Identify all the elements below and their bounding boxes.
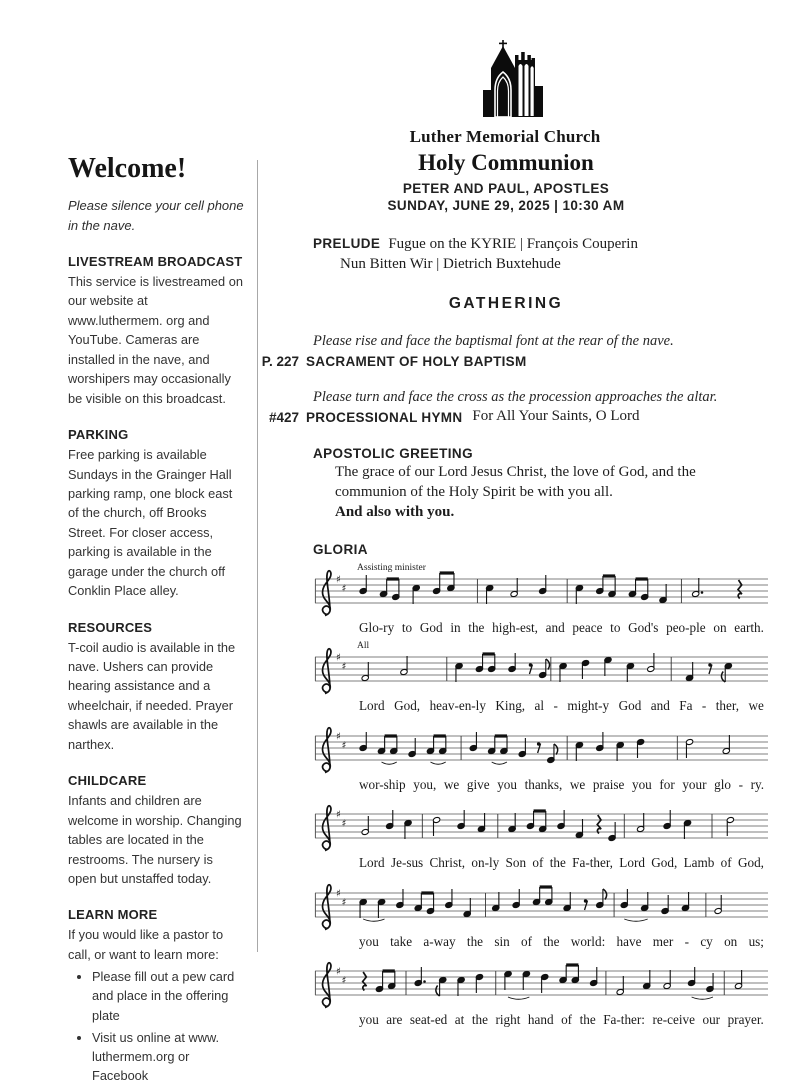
section-heading-gathering: GATHERING — [448, 295, 564, 312]
treble-clef-icon — [323, 806, 331, 851]
voice-label: All — [357, 641, 370, 652]
lyric-syllable: ther, — [715, 698, 740, 714]
lyric-syllable: prayer. — [727, 1012, 764, 1028]
gloria-staff-block — [313, 875, 770, 950]
staff-lyrics — [359, 621, 764, 636]
hymn-name: For All Your Saints, O Lord — [472, 408, 640, 424]
lyric-syllable: ry. — [750, 776, 764, 792]
sidebar-section-childcare — [68, 773, 244, 888]
lyric-syllable: cy — [700, 933, 713, 949]
sharp-icon: ♯ — [336, 731, 341, 743]
music-staff — [313, 639, 770, 701]
lyric-syllable: the — [466, 933, 484, 949]
lyric-syllable: of — [720, 855, 732, 871]
lyric-syllable: Christ, — [429, 855, 466, 871]
lyric-syllable: Lord — [359, 698, 385, 714]
treble-clef-icon — [323, 649, 331, 694]
hymnal-ref: P. 227 — [261, 354, 299, 369]
sidebar-section-learn-more — [68, 907, 244, 1085]
section-heading: RESOURCES — [68, 619, 153, 635]
service-title: Holy Communion — [418, 150, 594, 175]
section-body: T-coil audio is available in the nave. Ushers can provide hearing assistance and a wheelchair, if needed. Prayer shawls are available in the narthex. — [68, 639, 236, 752]
music-staff — [313, 875, 770, 937]
lyric-syllable: heav-en-ly — [429, 698, 486, 714]
lyric-syllable: sin — [494, 933, 510, 949]
lyric-syllable: peo-ple — [666, 619, 706, 635]
greeting-line: communion of the Holy Spirit be with you all. — [335, 484, 613, 501]
staff-lyrics — [359, 935, 764, 950]
liturgy-item — [240, 353, 772, 369]
lyric-syllable: - — [553, 698, 558, 714]
lyric-syllable: - — [684, 933, 689, 949]
sidebar-section-livestream — [68, 254, 244, 408]
rubric: Please turn and face the cross as the procession approaches the altar. — [313, 389, 718, 405]
lyric-syllable: we — [569, 776, 586, 792]
lyric-syllable: and — [650, 698, 670, 714]
staff-lyrics — [359, 699, 764, 714]
gloria-staff-block — [313, 639, 770, 714]
lyric-syllable: thanks, — [524, 776, 563, 792]
lyric-syllable: at — [454, 1012, 465, 1028]
lyric-syllable: praise — [592, 776, 625, 792]
treble-clef-icon — [323, 570, 331, 615]
sharp-icon: ♯ — [341, 740, 347, 752]
lyric-syllable: God, — [737, 855, 764, 871]
gloria-heading: GLORIA — [313, 541, 368, 557]
lyric-syllable: we — [443, 776, 460, 792]
lyric-syllable: to — [610, 619, 621, 635]
lyric-syllable: God's — [628, 619, 659, 635]
section-heading: LIVESTREAM BROADCAST — [68, 254, 243, 269]
prelude-piece-2: Nun Bitten Wir | Dietrich Buxtehude — [340, 256, 561, 272]
lyric-syllable: peace — [572, 619, 603, 635]
lyric-syllable: take — [390, 933, 413, 949]
section-body: Free parking is available Sundays in the Grainger Hall parking ramp, one block east of the church, off Brooks Street. For closer access, parking is available in the garage under the church off Conklin Place alley. — [68, 447, 233, 599]
sharp-icon: ♯ — [341, 661, 347, 673]
welcome-title: Welcome! — [68, 153, 187, 184]
lyric-syllable: are — [386, 1012, 403, 1028]
sharp-icon: ♯ — [341, 818, 347, 830]
list-item: • Please fill out a pew card and place in the offering plate — [92, 967, 244, 1025]
lyric-syllable: us; — [748, 933, 764, 949]
church-name: Luther Memorial Church — [409, 127, 601, 146]
lyric-syllable: Fa — [679, 698, 693, 714]
sharp-icon: ♯ — [336, 966, 341, 978]
rubric: Please rise and face the baptismal font at the rear of the nave. — [313, 333, 674, 349]
prelude-row — [313, 236, 772, 253]
item-title: SACRAMENT OF HOLY BAPTISM — [306, 354, 527, 369]
greeting-response: And also with you. — [335, 503, 455, 520]
lyric-syllable: on-ly — [471, 855, 500, 871]
lyric-syllable: seat-ed — [409, 1012, 448, 1028]
lyric-syllable: earth. — [734, 619, 764, 635]
lyric-syllable: the — [468, 619, 485, 635]
sharp-icon: ♯ — [341, 897, 347, 909]
welcome-note: Please silence your cell phone in the nave. — [68, 198, 244, 233]
lyric-syllable: you, — [413, 776, 437, 792]
lyric-syllable: the — [543, 933, 560, 949]
staff-lyrics — [359, 778, 764, 793]
service-order — [240, 150, 772, 1032]
section-heading: CHILDCARE — [68, 773, 147, 789]
liturgy-item — [240, 409, 772, 425]
lyric-syllable: wor-ship — [359, 776, 406, 792]
music-staff — [313, 561, 770, 623]
lyric-syllable: hand — [527, 1012, 554, 1028]
lyric-syllable: world: — [570, 933, 606, 949]
item-title: PROCESSIONAL HYMN — [306, 410, 463, 425]
lyric-syllable: the — [471, 1012, 488, 1028]
section-body: This service is livestreamed on our website at www.luthermem. org and YouTube. Cameras are installed in the nave, and worshipers may occasionally be visible on this broadcast. — [68, 274, 243, 406]
lyric-syllable: in — [450, 619, 461, 635]
gloria-staff-block — [313, 718, 770, 793]
lyric-syllable: of — [521, 933, 533, 949]
lyric-syllable: Fa-ther, — [572, 855, 613, 871]
staff-lyrics — [359, 856, 764, 871]
sharp-icon: ♯ — [341, 583, 347, 595]
lyric-syllable: King, — [495, 698, 526, 714]
treble-clef-icon — [323, 727, 331, 772]
lyric-syllable: mer — [652, 933, 674, 949]
church-logo-icon — [453, 38, 557, 118]
music-staff — [313, 796, 770, 858]
lyric-syllable: Son — [505, 855, 527, 871]
lyric-syllable: God — [419, 619, 443, 635]
lyric-syllable: on — [724, 933, 738, 949]
section-body: If you would like a pastor to call, or want to learn more: — [68, 927, 224, 962]
lyric-syllable: on — [713, 619, 727, 635]
lyric-syllable: a-way — [423, 933, 456, 949]
gloria-staff-block — [313, 953, 770, 1028]
section-heading: PARKING — [68, 427, 129, 443]
lyric-syllable: you — [631, 776, 652, 792]
section-body: Infants and children are welcome in worship. Changing tables are located in the restrooms. The nursery is open but unstaffed today. — [68, 793, 242, 886]
lyric-syllable: you — [359, 1012, 379, 1028]
lyric-syllable: re-ceive — [652, 1012, 695, 1028]
sharp-icon: ♯ — [336, 888, 341, 900]
feast-day: PETER AND PAUL, APOSTLES — [402, 181, 610, 196]
gloria-staff-block — [313, 561, 770, 636]
lyric-syllable: God, — [651, 855, 678, 871]
lyric-syllable: right — [495, 1012, 521, 1028]
lyric-syllable: - — [701, 698, 707, 714]
sharp-icon: ♯ — [341, 975, 347, 987]
lyric-syllable: to — [401, 619, 413, 635]
prelude-label: PRELUDE — [313, 236, 381, 251]
lyric-syllable: high-est, — [492, 619, 538, 635]
lyric-syllable: Lord — [359, 855, 385, 871]
greeting-line: The grace of our Lord Jesus Christ, the love of God, and the — [335, 464, 696, 480]
gloria-staff-block — [313, 796, 770, 871]
sidebar — [68, 153, 244, 1085]
lyric-syllable: God — [618, 698, 642, 714]
lyric-syllable: have — [616, 933, 642, 949]
lyric-syllable: for — [659, 776, 675, 792]
staff-lyrics — [359, 1013, 764, 1028]
lyric-syllable: of — [532, 855, 544, 871]
prelude-piece-1: Fugue on the KYRIE | François Couperin — [388, 236, 638, 252]
lyric-syllable: - — [738, 776, 743, 792]
music-staff — [313, 718, 770, 780]
sharp-icon: ♯ — [336, 809, 341, 821]
lyric-syllable: you — [359, 933, 379, 949]
lyric-syllable: and — [545, 619, 565, 635]
sidebar-section-resources — [68, 620, 244, 755]
page-header — [240, 38, 770, 147]
lyric-syllable: glo — [714, 776, 731, 792]
lyric-syllable: of — [561, 1012, 573, 1028]
list-item: • Visit us online at www. luthermem.org or Facebook — [92, 1028, 244, 1085]
gloria-music — [313, 561, 770, 1028]
lyric-syllable: your — [682, 776, 707, 792]
lyric-syllable: Lord — [619, 855, 645, 871]
lyric-syllable: Fa-ther: — [603, 1012, 645, 1028]
lyric-syllable: God, — [394, 698, 421, 714]
lyric-syllable: Je-sus — [390, 855, 424, 871]
lyric-syllable: al — [534, 698, 545, 714]
treble-clef-icon — [323, 963, 331, 1008]
voice-label: Assisting minister — [357, 562, 426, 573]
lyric-syllable: you — [497, 776, 517, 792]
lyric-syllable: our — [702, 1012, 721, 1028]
lyric-syllable: might-y — [567, 698, 610, 714]
lyric-syllable: the — [549, 855, 566, 871]
lyric-syllable: Lamb — [683, 855, 715, 871]
lyric-syllable: we — [748, 698, 764, 714]
sharp-icon: ♯ — [336, 652, 341, 664]
greeting-heading: APOSTOLIC GREETING — [313, 446, 473, 461]
lyric-syllable: give — [466, 776, 490, 792]
section-heading: LEARN MORE — [68, 907, 158, 923]
lyric-syllable: the — [579, 1012, 596, 1028]
lyric-syllable: Glo-ry — [359, 619, 395, 635]
treble-clef-icon — [323, 884, 331, 929]
service-datetime: SUNDAY, JUNE 29, 2025 | 10:30 AM — [387, 198, 625, 213]
music-staff — [313, 953, 770, 1015]
sharp-icon: ♯ — [336, 574, 341, 586]
learn-more-list — [68, 967, 244, 1085]
sidebar-section-parking — [68, 427, 244, 601]
hymnal-ref: #427 — [268, 410, 299, 425]
